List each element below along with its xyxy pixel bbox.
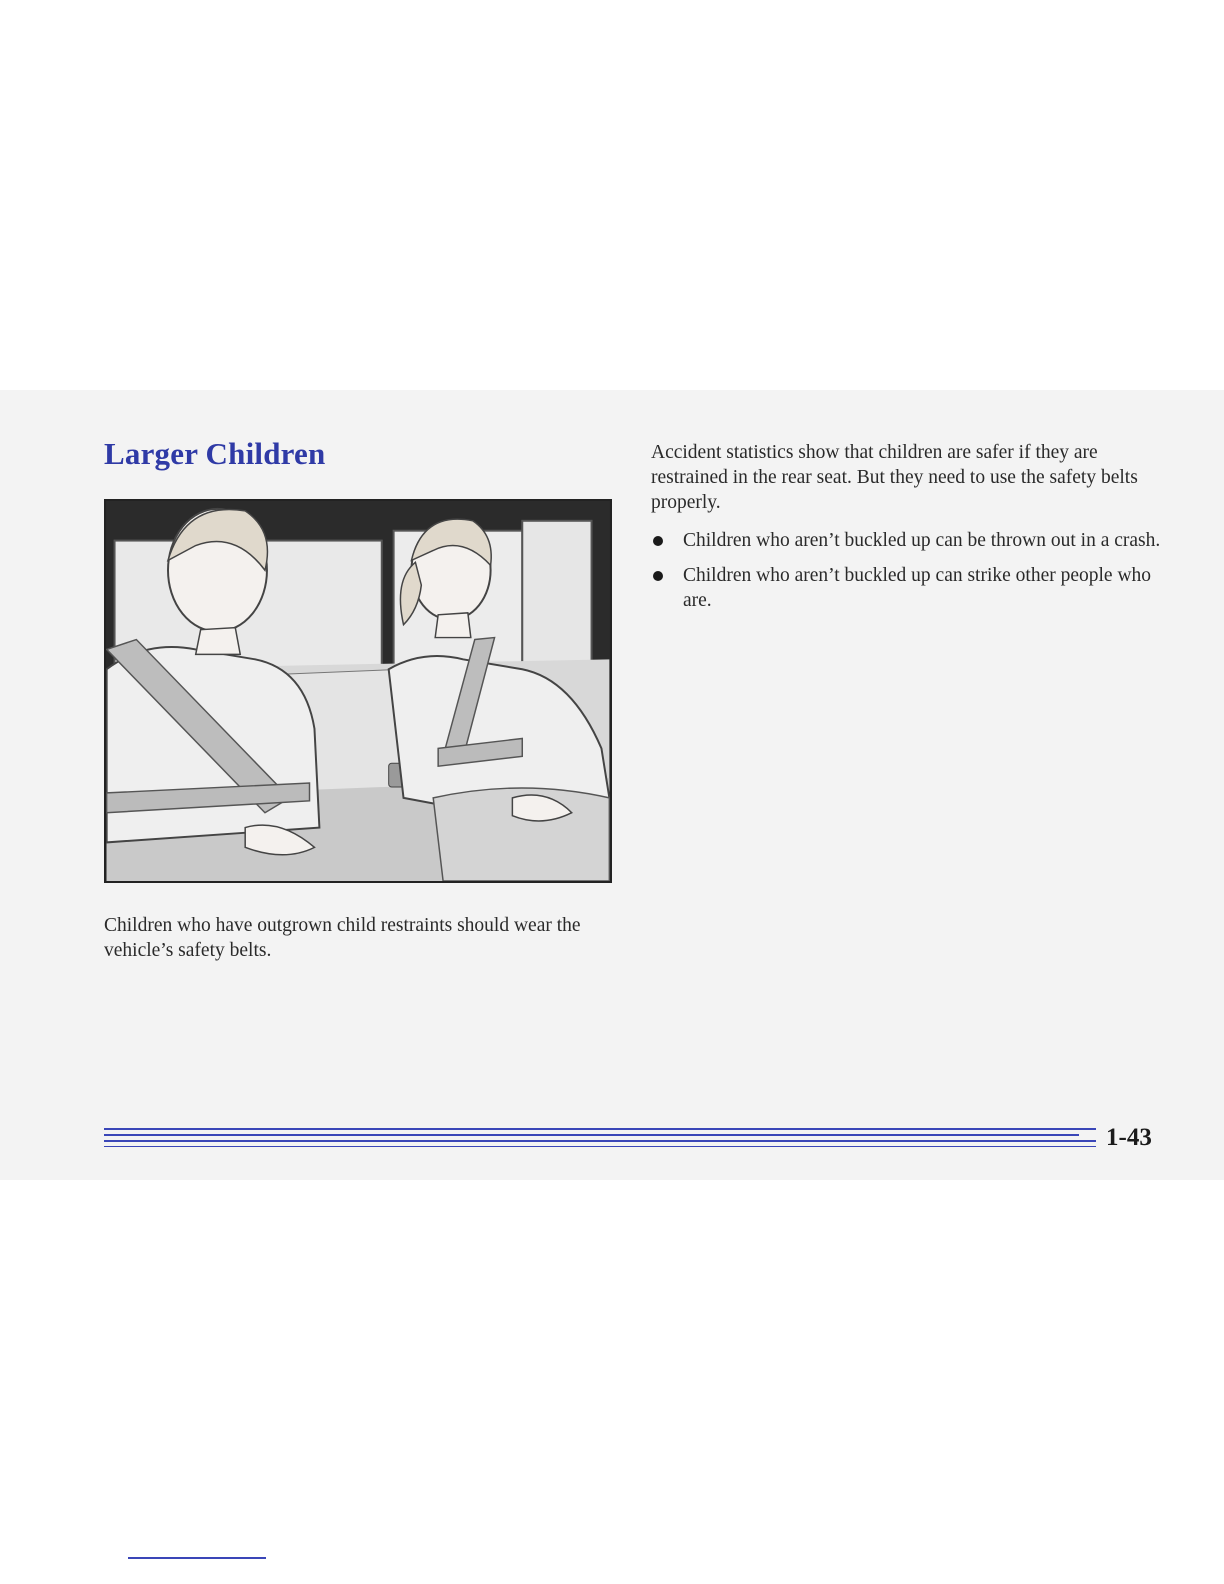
bottom-rule [128, 1557, 266, 1559]
footer-rule-line [104, 1128, 1096, 1130]
bullet-icon [653, 571, 663, 581]
footer-rule-line [104, 1146, 1096, 1147]
page-title: Larger Children [104, 436, 326, 471]
list-item-text: Children who aren’t buckled up can be thrown out in a crash. [683, 530, 1161, 551]
bullet-icon [653, 536, 663, 546]
list-item [651, 528, 1171, 553]
list-item-text: Children who aren’t buckled up can strike other people who are. [683, 565, 1152, 611]
footer-rule-line [104, 1134, 1079, 1136]
illustration-caption: Children who have outgrown child restraints should wear the vehicle’s safety belts. [104, 915, 581, 961]
footer-rule-line [104, 1140, 1096, 1142]
bullet-list [651, 528, 1171, 623]
intro-paragraph: Accident statistics show that children are safer if they are restrained in the rear seat. But they need to use the safety belts properly. [651, 442, 1138, 513]
illustration-children-safety-belts [104, 499, 612, 883]
list-item [651, 563, 1171, 613]
illustration-drawing [106, 501, 610, 881]
page-number: 1-43 [1106, 1124, 1152, 1151]
footer-rule [104, 1126, 1096, 1156]
